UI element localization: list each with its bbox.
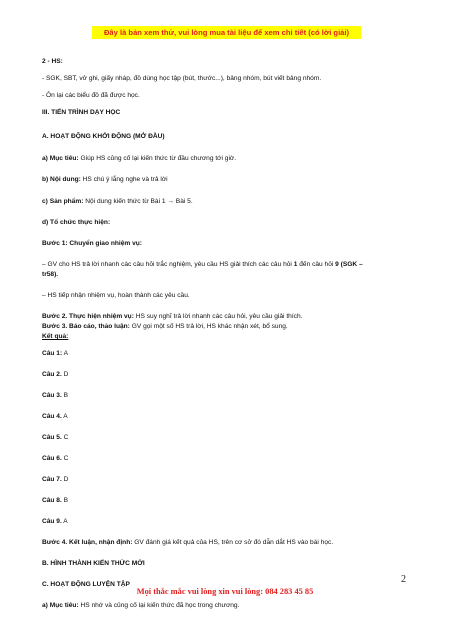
preview-banner: Đây là bản xem thử, vui lòng mua tài liệu để xem chi tiết (có lời giải): [92, 26, 361, 39]
step-1-text-2: – HS tiếp nhận nhiệm vụ, hoàn thành các yêu cầu.: [42, 292, 190, 299]
step-4-label: Bước 4. Kết luận, nhận định:: [42, 539, 133, 546]
step-3-text: GV gọi một số HS trả lời, HS khác nhận xét, bổ sung.: [129, 323, 288, 330]
answer-value: A: [62, 350, 69, 357]
practice-objective-text: HS nhớ và củng cố lại kiến thức đã học trong chương.: [78, 602, 240, 609]
section-3-heading: III. TIẾN TRÌNH DẠY HỌC: [42, 109, 121, 116]
step-1-text-part: – GV cho HS trả lời nhanh các câu hỏi trắc nghiệm, yêu cầu HS giải thích các câu hỏi: [42, 261, 294, 268]
answer-value: D: [61, 371, 69, 378]
answer-item: [42, 455, 68, 464]
answer-question: Câu 8.: [42, 497, 62, 504]
answer-item: [42, 350, 68, 359]
hs-heading: 2 - HS:: [42, 58, 63, 65]
step-3-line: [42, 323, 288, 332]
answer-value: A: [61, 518, 68, 525]
section-b-heading: B. HÌNH THÀNH KIẾN THỨC MỚI: [42, 560, 145, 567]
objective-label: a) Mục tiêu:: [42, 155, 79, 162]
answer-value: C: [61, 434, 69, 441]
question-number-1: 1: [293, 261, 298, 268]
product-label: c) Sản phẩm:: [42, 198, 84, 205]
hs-item-2: - Ôn lại các biểu đồ đã được học.: [42, 92, 140, 99]
product-text: Nội dung kiến thức từ Bài 1 → Bài 5.: [83, 198, 193, 205]
content-line: [42, 176, 168, 185]
answer-item: [42, 434, 68, 443]
result-label: Kết quả:: [42, 333, 69, 340]
hs-item-1: - SGK, SBT, vở ghi, giấy nháp, đồ dùng học tập (bút, thước...), bảng nhóm, bút viết bảng nhóm.: [42, 75, 322, 82]
answer-item: [42, 371, 68, 380]
answer-value: D: [61, 476, 69, 483]
answer-question: Câu 9.: [42, 518, 62, 525]
step-3-label: Bước 3. Báo cáo, thảo luận:: [42, 323, 130, 330]
page-number: 2: [401, 574, 406, 585]
answer-question: Câu 4.: [42, 413, 62, 420]
answer-item: [42, 518, 68, 527]
step-2-line: [42, 313, 302, 322]
answer-item: [42, 497, 68, 506]
objective-line: [42, 155, 236, 164]
content-text: HS chú ý lắng nghe và trả lời: [80, 176, 168, 183]
answer-value: A: [61, 413, 68, 420]
section-a-heading: A. HOẠT ĐỘNG KHỞI ĐỘNG (MỞ ĐẦU): [42, 133, 165, 140]
product-line: [42, 198, 193, 207]
answer-item: [42, 476, 68, 485]
answer-question: Câu 6.: [42, 455, 62, 462]
textbook-ref-page: tr58).: [42, 271, 59, 278]
step-4-line: [42, 539, 333, 548]
textbook-ref: (SGK –: [338, 261, 363, 268]
answer-question: Câu 3.: [42, 392, 62, 399]
practice-objective-line: [42, 602, 239, 611]
answer-value: B: [61, 392, 69, 399]
answer-item: [42, 392, 68, 401]
step-1-heading: Bước 1: Chuyển giao nhiệm vụ:: [42, 240, 142, 247]
step-2-label: Bước 2. Thực hiện nhiệm vụ:: [42, 313, 134, 320]
footer-contact: Mọi thắc mắc vui lòng xin vui lòng: 084 283 45 85: [136, 587, 314, 596]
answer-question: Câu 5.: [42, 434, 62, 441]
step-1-text-part-2: đến câu hỏi: [297, 261, 336, 268]
practice-objective-label: a) Mục tiêu:: [42, 602, 79, 609]
answer-value: B: [61, 497, 69, 504]
section-c-heading: C. HOẠT ĐỘNG LUYỆN TẬP: [42, 581, 130, 588]
organization-heading: d) Tổ chức thực hiện:: [42, 219, 111, 226]
step-4-text: GV đánh giá kết quả của HS, trên cơ sở đó dẫn dắt HS vào bài học.: [132, 539, 334, 546]
answer-value: C: [61, 455, 69, 462]
step-1-text: [42, 261, 363, 270]
step-2-text: HS suy nghĩ trả lời nhanh các câu hỏi, yêu cầu giải thích.: [133, 313, 303, 320]
objective-text: Giúp HS củng cố lại kiến thức từ đầu chương tới giờ.: [78, 155, 237, 162]
content-label: b) Nội dung:: [42, 176, 81, 183]
answer-question: Câu 7.: [42, 476, 62, 483]
answer-question: Câu 1:: [42, 350, 63, 357]
question-number-9: 9: [335, 261, 339, 268]
answer-question: Câu 2.: [42, 371, 62, 378]
answer-item: [42, 413, 68, 422]
